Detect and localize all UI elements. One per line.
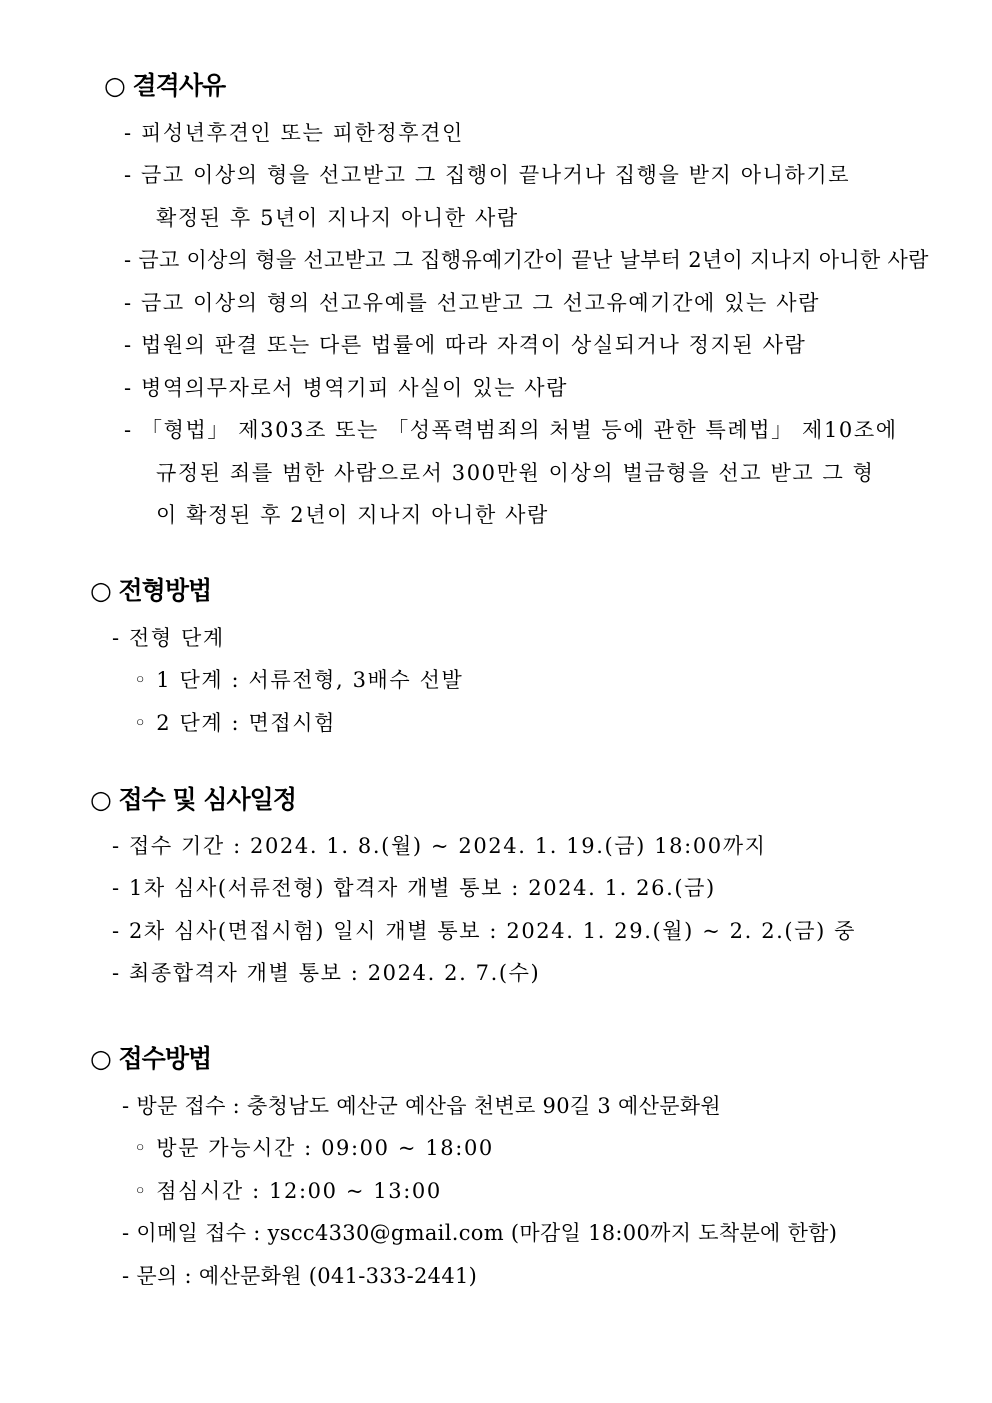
section-heading-disqualification: ○ 결격사유 xyxy=(104,71,226,100)
sub-list-item: ◦ 점심시간 : 12:00 ~ 13:00 xyxy=(134,1179,442,1203)
list-item-continuation: 확정된 후 5년이 지나지 아니한 사람 xyxy=(156,206,519,230)
list-item: - 이메일 접수 : yscc4330@gmail.com (마감일 18:00까지 도착분에 한함) xyxy=(122,1221,838,1245)
list-item: - 금고 이상의 형의 선고유예를 선고받고 그 선고유예기간에 있는 사람 xyxy=(124,291,820,315)
list-item: - 최종합격자 개별 통보 : 2024. 2. 7.(수) xyxy=(112,961,541,985)
list-item: - 피성년후견인 또는 피한정후견인 xyxy=(124,121,464,145)
list-item: - 접수 기간 : 2024. 1. 8.(월) ~ 2024. 1. 19.(금) 18:00까지 xyxy=(112,834,767,858)
section-heading-application-method: ○ 접수방법 xyxy=(90,1044,212,1073)
list-item: - 법원의 판결 또는 다른 법률에 따라 자격이 상실되거나 정지된 사람 xyxy=(124,333,807,357)
sub-list-item: ◦ 방문 가능시간 : 09:00 ~ 18:00 xyxy=(134,1136,494,1160)
list-item: - 전형 단계 xyxy=(112,626,225,650)
list-item: - 2차 심사(면접시험) 일시 개별 통보 : 2024. 1. 29.(월) ~ 2. 2.(금) 중 xyxy=(112,919,857,943)
list-item: - 「형법」 제303조 또는 「성폭력범죄의 처벌 등에 관한 특례법」 제10조에 xyxy=(124,418,898,442)
section-heading-schedule: ○ 접수 및 심사일정 xyxy=(90,785,296,814)
sub-list-item: ◦ 1 단계 : 서류전형, 3배수 선발 xyxy=(134,668,464,692)
list-item-continuation: 이 확정된 후 2년이 지나지 아니한 사람 xyxy=(156,503,549,527)
sub-list-item: ◦ 2 단계 : 면접시험 xyxy=(134,711,337,735)
list-item: - 병역의무자로서 병역기피 사실이 있는 사람 xyxy=(124,376,569,400)
list-item: - 1차 심사(서류전형) 합격자 개별 통보 : 2024. 1. 26.(금) xyxy=(112,876,716,900)
list-item: - 금고 이상의 형을 선고받고 그 집행유예기간이 끝난 날부터 2년이 지나지 아니한 사람 xyxy=(124,248,929,272)
list-item: - 금고 이상의 형을 선고받고 그 집행이 끝나거나 집행을 받지 아니하기로 xyxy=(124,163,851,187)
list-item: - 문의 : 예산문화원 (041-333-2441) xyxy=(122,1264,478,1288)
list-item-continuation: 규정된 죄를 범한 사람으로서 300만원 이상의 벌금형을 선고 받고 그 형 xyxy=(156,461,875,485)
list-item: - 방문 접수 : 충청남도 예산군 예산읍 천변로 90길 3 예산문화원 xyxy=(122,1094,721,1118)
section-heading-selection-method: ○ 전형방법 xyxy=(90,576,212,605)
